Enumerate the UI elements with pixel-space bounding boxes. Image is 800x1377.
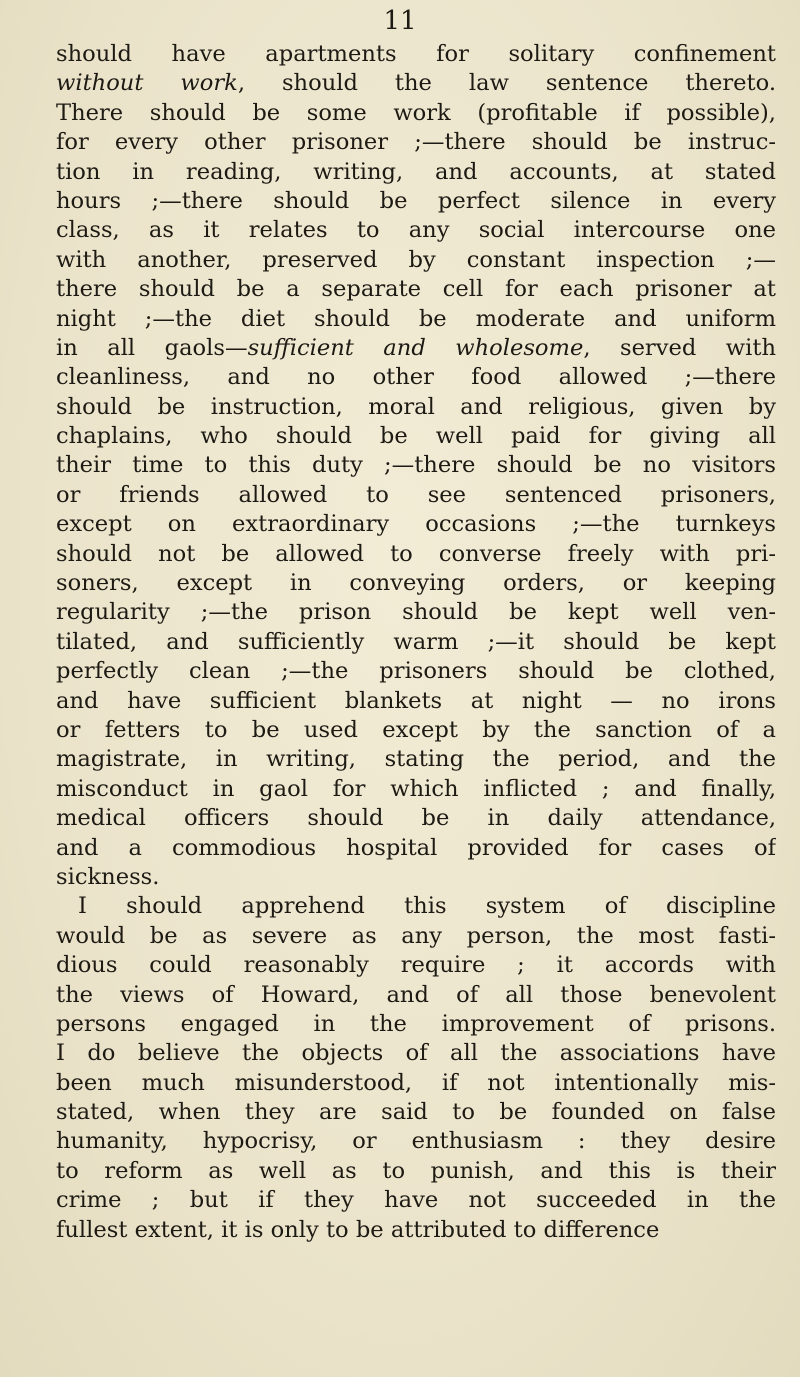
paragraph xyxy=(56,40,776,892)
text-line xyxy=(56,1127,776,1156)
text-segment: stated, when they are said to be founded on false xyxy=(56,1099,776,1126)
text-line xyxy=(56,99,776,128)
page-number: 11 xyxy=(383,6,417,36)
text-line xyxy=(56,716,776,745)
text-segment: would be as severe as any person, the most fasti- xyxy=(56,922,776,949)
text-segment: crime ; but if they have not succeeded in the xyxy=(56,1187,776,1214)
text-line xyxy=(56,1069,776,1098)
text-line xyxy=(56,40,776,69)
text-line xyxy=(56,922,776,951)
text-line xyxy=(56,481,776,510)
text-segment: should be instruction, moral and religious, given by xyxy=(56,393,776,420)
text-line xyxy=(56,158,776,187)
text-line xyxy=(56,510,776,539)
text-segment: medical officers should be in daily attendance, xyxy=(56,805,776,832)
text-line xyxy=(56,187,776,216)
text-line xyxy=(56,216,776,245)
text-segment: to reform as well as to punish, and this is their xyxy=(56,1157,776,1184)
text-segment: been much misunderstood, if not intentionally mis- xyxy=(56,1069,776,1096)
italic-text: without work xyxy=(56,70,238,97)
text-segment: in all gaols— xyxy=(56,334,248,361)
text-line xyxy=(56,657,776,686)
text-segment: tilated, and sufficiently warm ;—it should be kept xyxy=(56,628,776,655)
text-segment: should have apartments for solitary confinement xyxy=(56,41,776,67)
text-line xyxy=(56,863,776,892)
text-segment: I should apprehend this system of discipline xyxy=(78,893,776,920)
text-line xyxy=(56,393,776,422)
text-line xyxy=(56,1010,776,1039)
text-segment: except on extraordinary occasions ;—the turnkeys xyxy=(56,511,776,538)
text-segment: perfectly clean ;—the prisoners should be clothed, xyxy=(56,658,776,685)
text-segment: class, as it relates to any social intercourse one xyxy=(56,217,776,244)
text-line xyxy=(56,628,776,657)
paragraph xyxy=(56,892,776,1245)
text-segment: soners, except in conveying orders, or keeping xyxy=(56,570,776,597)
text-segment: and a commodious hospital provided for cases of xyxy=(56,834,776,861)
text-segment: There should be some work (profitable if possible), xyxy=(56,99,776,126)
text-line xyxy=(56,334,776,363)
text-line xyxy=(56,1098,776,1127)
text-segment: or friends allowed to see sentenced prisoners, xyxy=(56,481,776,508)
text-line xyxy=(56,246,776,275)
text-line xyxy=(56,1216,776,1245)
text-segment: fullest extent, it is only to be attributed to difference xyxy=(56,1216,660,1243)
text-line xyxy=(56,363,776,392)
text-segment: their time to this duty ;—there should be no visitors xyxy=(56,452,776,479)
text-segment: hours ;—there should be perfect silence in every xyxy=(56,187,776,214)
text-segment: I do believe the objects of all the associations have xyxy=(56,1040,776,1067)
italic-text: sufficient and wholesome xyxy=(247,334,584,361)
text-segment: chaplains, who should be well paid for giving all xyxy=(56,423,776,450)
text-segment: or fetters to be used except by the sanction of a xyxy=(56,716,776,743)
text-segment: there should be a separate cell for each prisoner at xyxy=(56,276,776,303)
text-line xyxy=(56,775,776,804)
text-line xyxy=(56,804,776,833)
text-segment: should not be allowed to converse freely with pri- xyxy=(56,540,776,567)
text-segment: misconduct in gaol for which inflicted ; and finally, xyxy=(56,775,776,802)
text-segment: night ;—the diet should be moderate and uniform xyxy=(56,305,776,332)
text-segment: and have sufficient blankets at night — no irons xyxy=(56,687,776,714)
text-line xyxy=(56,275,776,304)
text-segment: regularity ;—the prison should be kept well ven- xyxy=(56,599,776,626)
text-line xyxy=(56,745,776,774)
text-line xyxy=(56,569,776,598)
text-segment: for every other prisoner ;—there should be instruc- xyxy=(56,129,776,156)
text-line xyxy=(56,1157,776,1186)
text-line xyxy=(56,951,776,980)
text-segment: , should the law sentence thereto. xyxy=(237,70,776,97)
text-segment: persons engaged in the improvement of prisons. xyxy=(56,1010,776,1037)
text-segment: magistrate, in writing, stating the period, and the xyxy=(56,746,776,773)
text-segment: sickness. xyxy=(56,863,160,890)
text-line xyxy=(56,128,776,157)
text-segment: cleanliness, and no other food allowed ;—there xyxy=(56,364,776,391)
text-line xyxy=(56,451,776,480)
text-line xyxy=(56,892,776,921)
page-body-text xyxy=(56,40,776,1245)
text-line xyxy=(56,1039,776,1068)
text-line xyxy=(56,981,776,1010)
text-line xyxy=(56,687,776,716)
text-segment: dious could reasonably require ; it accords with xyxy=(56,952,776,979)
text-segment: the views of Howard, and of all those benevolent xyxy=(56,981,776,1008)
text-line xyxy=(56,598,776,627)
text-line xyxy=(56,834,776,863)
text-segment: with another, preserved by constant inspection ;— xyxy=(56,246,776,273)
text-segment: tion in reading, writing, and accounts, at stated xyxy=(56,158,776,185)
text-line xyxy=(56,305,776,334)
text-segment: humanity, hypocrisy, or enthusiasm : they desire xyxy=(56,1128,776,1155)
text-line xyxy=(56,422,776,451)
text-line xyxy=(56,1186,776,1215)
text-line xyxy=(56,540,776,569)
text-segment: , served with xyxy=(583,334,776,361)
text-line xyxy=(56,69,776,98)
